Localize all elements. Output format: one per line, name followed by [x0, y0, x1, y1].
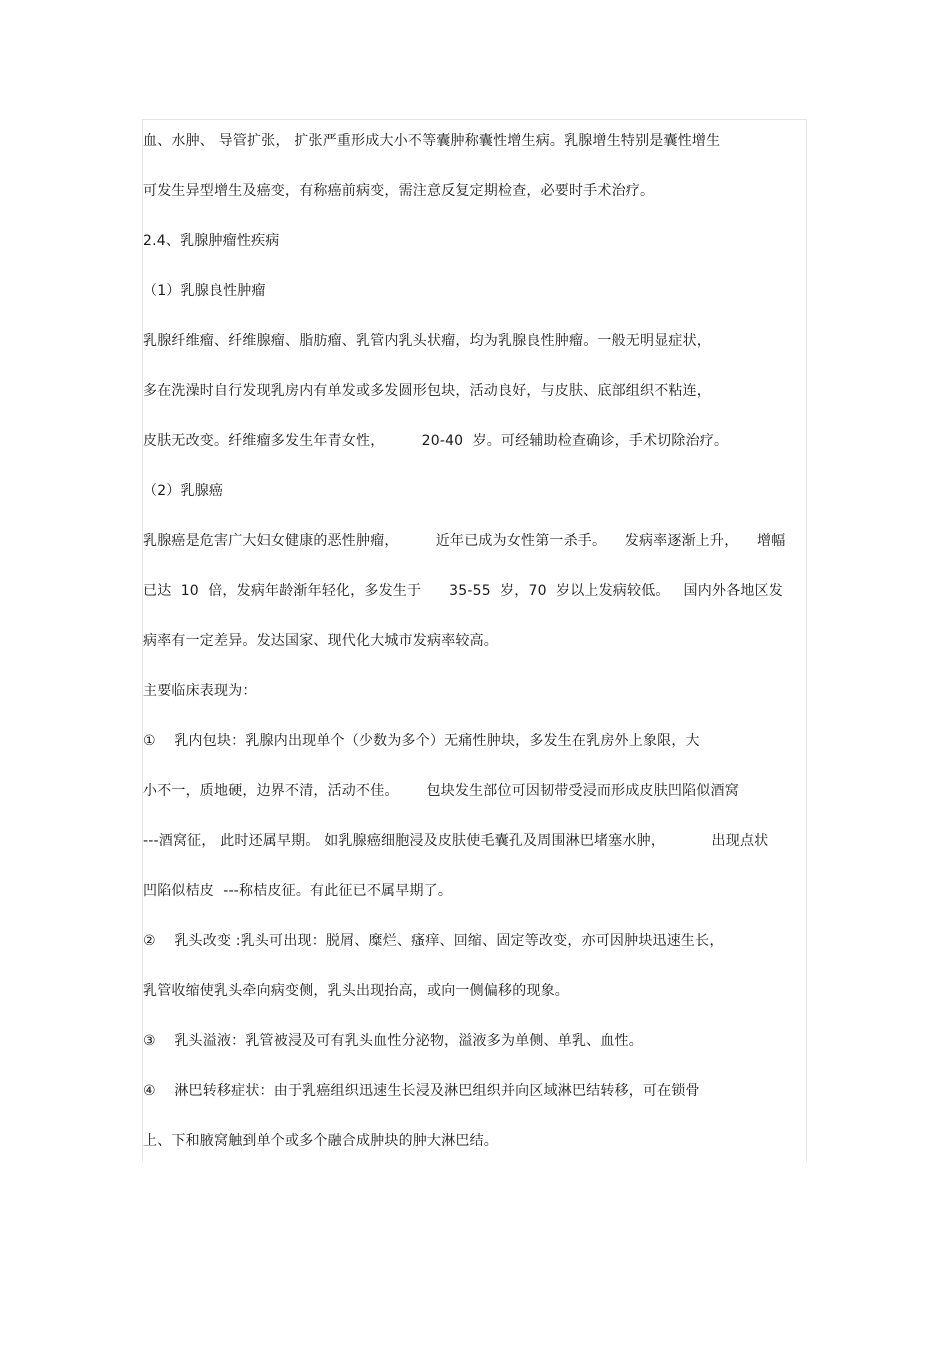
subsection-heading: （1）乳腺良性肿瘤	[143, 283, 266, 299]
text-line: 上、下和腋窝触到单个或多个融合成肿块的肿大淋巴结。	[143, 1133, 498, 1149]
text-line: ---酒窝征， 此时还属早期。 如乳腺癌细胞浸及皮肤使毛囊孔及周围淋巴堵塞水肿， 出现点状	[143, 833, 769, 849]
subsection-heading: （2）乳腺癌	[143, 483, 224, 499]
list-item: ② 乳头改变 :乳头可出现：脱屑、糜烂、瘙痒、回缩、固定等改变，亦可因肿块迅速生长，	[143, 933, 724, 949]
text-line: 多在洗澡时自行发现乳房内有单发或多发圆形包块，活动良好，与皮肤、底部组织不粘连，	[143, 383, 711, 399]
list-item: ④ 淋巴转移症状：由于乳癌组织迅速生长浸及淋巴组织并向区域淋巴结转移，可在锁骨	[143, 1083, 700, 1099]
text-line: 乳腺纤维瘤、纤维腺瘤、脂肪瘤、乳管内乳头状瘤，均为乳腺良性肿瘤。一般无明显症状，	[143, 333, 711, 349]
list-item: ① 乳内包块：乳腺内出现单个（少数为多个）无痛性肿块，多发生在乳房外上象限，大	[143, 733, 700, 749]
section-heading: 2.4、乳腺肿瘤性疾病	[143, 233, 280, 249]
text-line: 乳管收缩使乳头牵向病变侧，乳头出现抬高，或向一侧偏移的现象。	[143, 983, 569, 999]
text-line: 小不一，质地硬，边界不清，活动不佳。 包块发生部位可因韧带受浸而形成皮肤凹陷似酒窝	[143, 783, 739, 799]
text-line: 可发生异型增生及癌变，有称癌前病变，需注意反复定期检查，必要时手术治疗。	[143, 183, 655, 199]
text-line: 乳腺癌是危害广大妇女健康的恶性肿瘤， 近年已成为女性第一杀手。 发病率逐渐上升， 增幅	[143, 533, 786, 549]
text-line: 皮肤无改变。纤维瘤多发生年青女性， 20-40 岁。可经辅助检查确诊，手术切除治疗。	[143, 433, 729, 449]
text-line: 已达 10 倍，发病年龄渐年轻化，多发生于 35-55 岁，70 岁以上发病较低。 国内外各地区发	[143, 583, 783, 599]
list-item: ③ 乳头溢液：乳管被浸及可有乳头血性分泌物，溢液多为单侧、单乳、血性。	[143, 1033, 643, 1049]
text-line: 主要临床表现为：	[143, 683, 257, 699]
text-line: 凹陷似桔皮 ---称桔皮征。有此征已不属早期了。	[143, 883, 453, 899]
text-line: 血、水肿、 导管扩张， 扩张严重形成大小不等囊肿称囊性增生病。乳腺增生特别是囊性增生	[143, 133, 721, 149]
text-line: 病率有一定差异。发达国家、现代化大城市发病率较高。	[143, 633, 498, 649]
